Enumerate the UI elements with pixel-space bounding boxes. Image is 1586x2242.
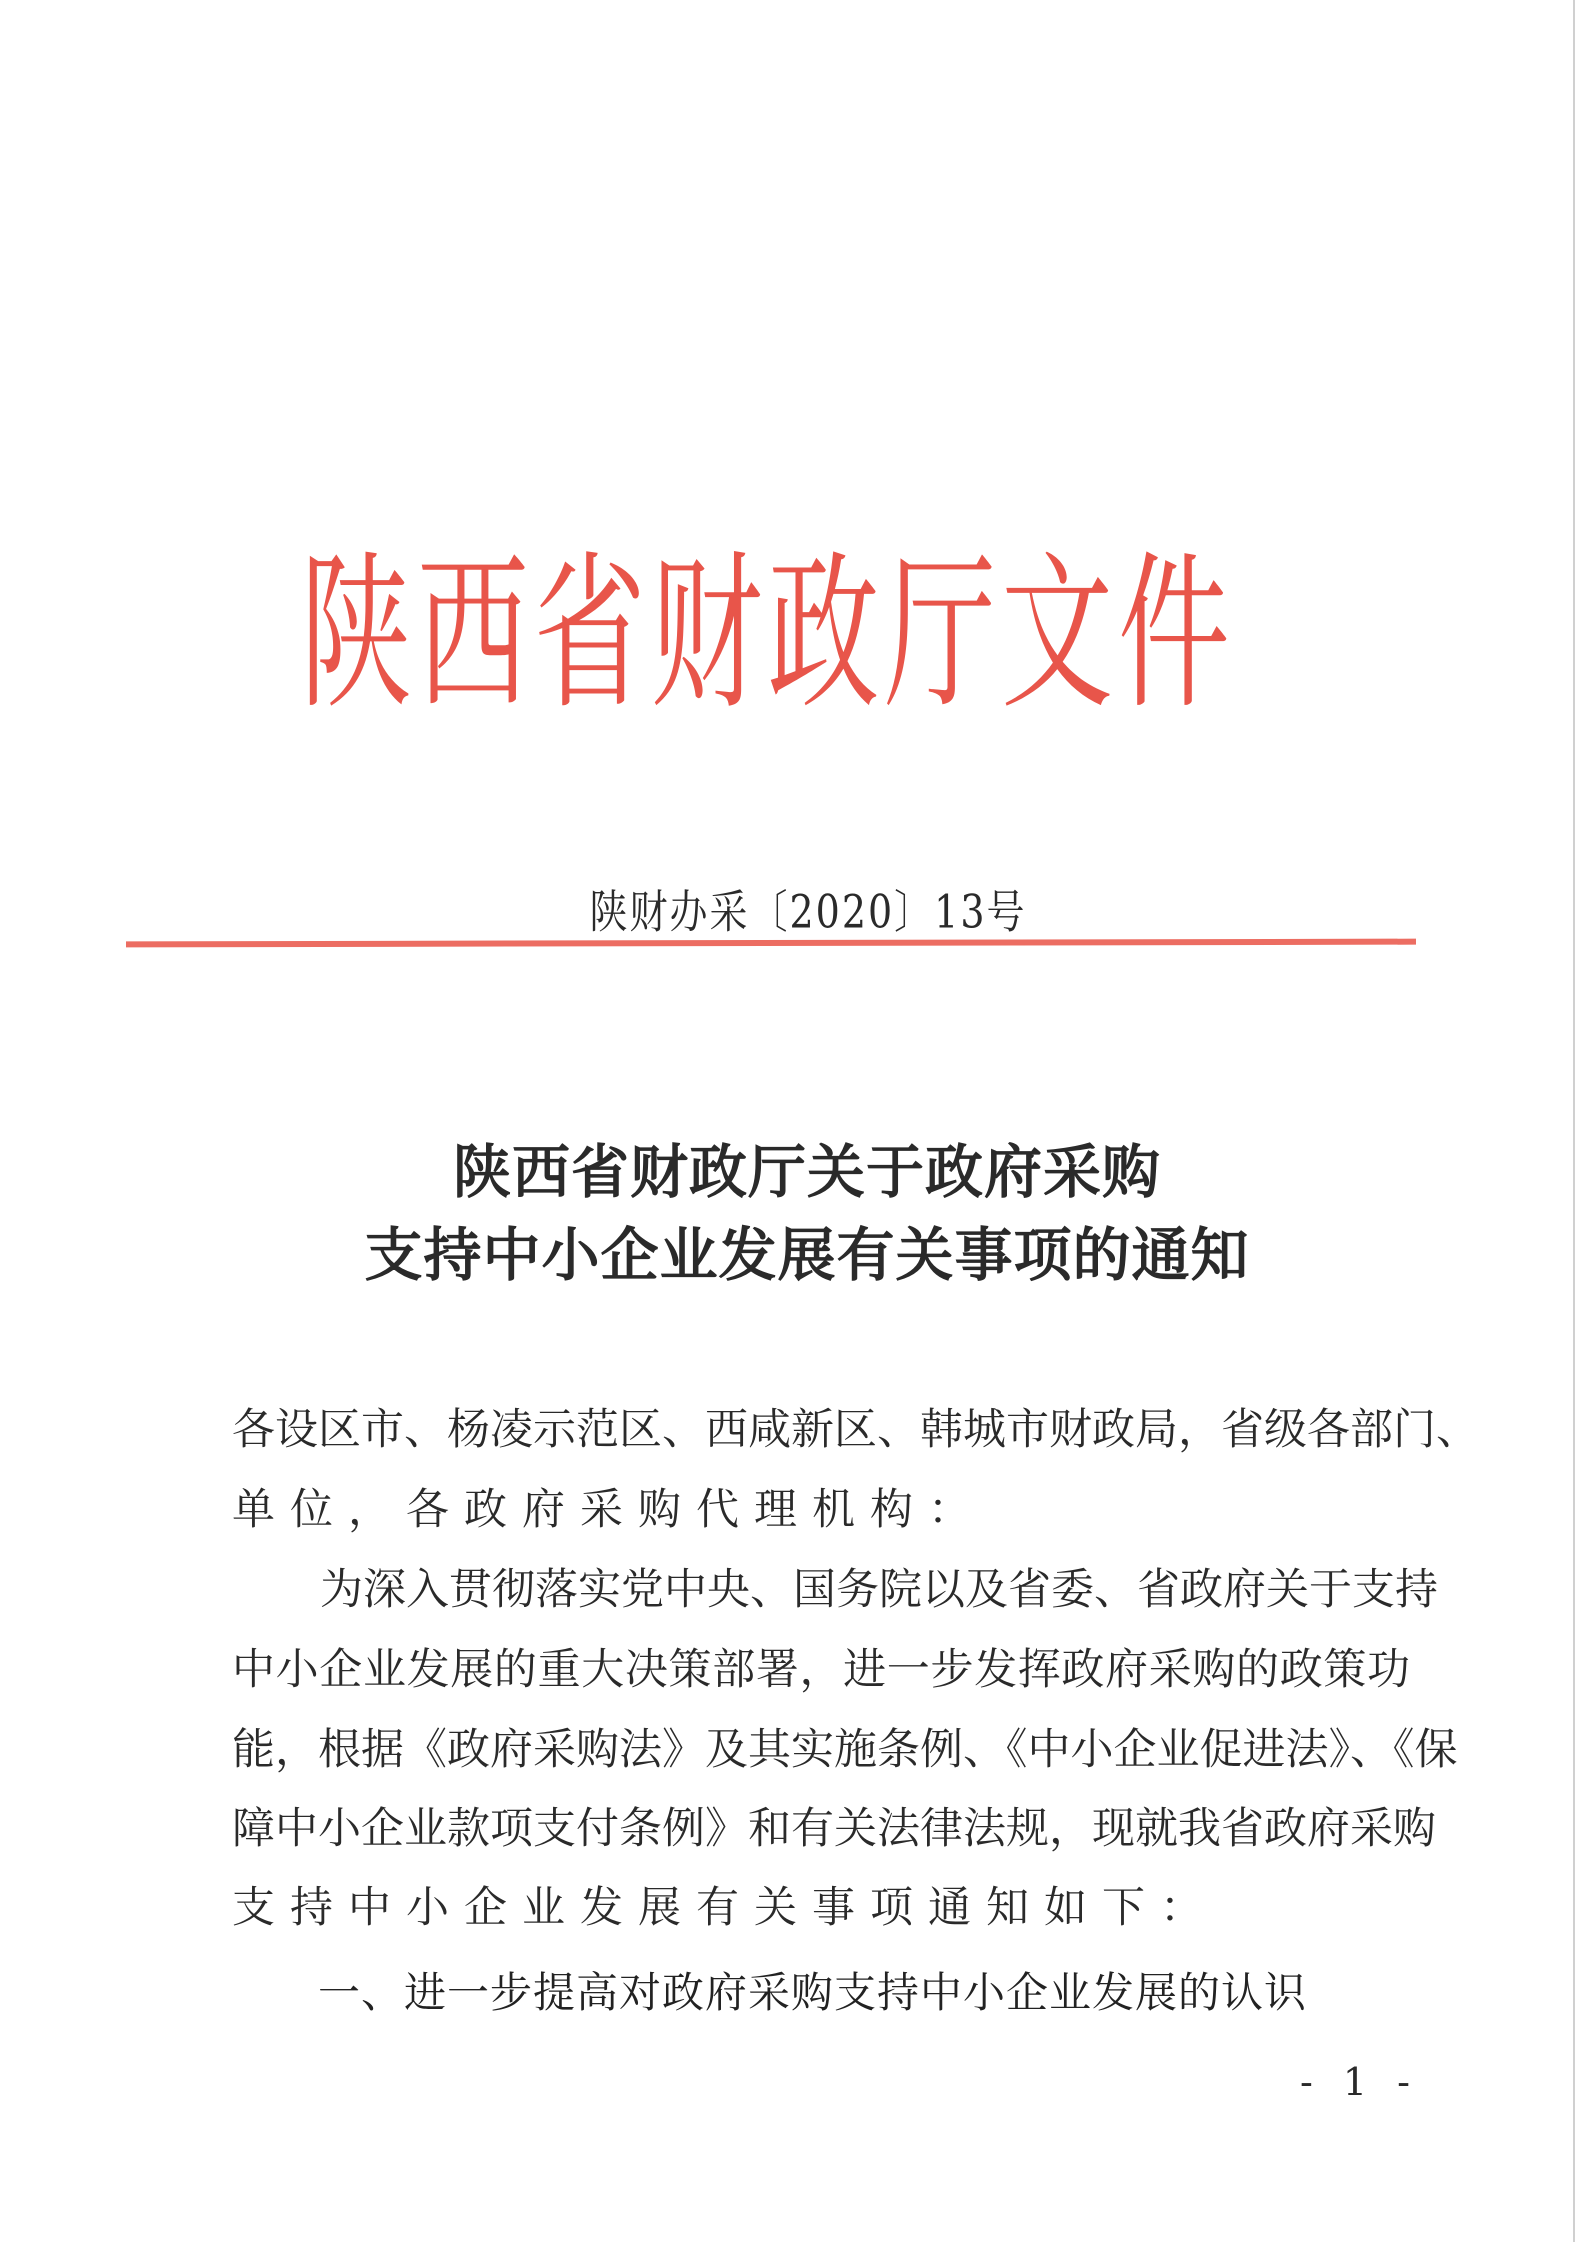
header-char: 西	[416, 537, 529, 733]
header-char: 省	[533, 537, 646, 733]
header-char: 文	[1001, 537, 1114, 733]
issuer-header-title	[300, 537, 1230, 733]
paragraph-line: 障中小企业款项支付条例》和有关法律法规，现就我省政府采购	[232, 1804, 1436, 1854]
header-char: 政	[767, 537, 880, 733]
scan-edge-line	[1573, 0, 1575, 2242]
document-title-line-1: 陕西省财政厅关于政府采购	[452, 1138, 1161, 1206]
addressee-line: 各设区市、杨凌示范区、西咸新区、韩城市财政局，省级各部门、	[232, 1405, 1479, 1455]
document-number	[0, 880, 1586, 939]
header-char: 陕	[300, 537, 412, 733]
paragraph-line: 支持中小企业发展有关事项通知如下：	[232, 1883, 1218, 1933]
document-title-line-2: 支持中小企业发展有关事项的通知	[364, 1221, 1250, 1289]
paragraph-line: 能，根据《政府采购法》及其实施条例、《中小企业促进法》、《保	[232, 1725, 1458, 1775]
header-char: 件	[1117, 537, 1230, 733]
paragraph-line: 为深入贯彻落实党中央、国务院以及省委、省政府关于支持	[320, 1565, 1438, 1615]
section-heading: 一、进一步提高对政府采购支持中小企业发展的认识	[318, 1968, 1308, 2017]
header-char: 财	[650, 537, 763, 733]
page-number: - 1 -	[1300, 2060, 1410, 2104]
document-number-text: 陕财办采〔2020〕13号	[589, 885, 1027, 939]
header-char: 厅	[884, 537, 997, 733]
red-divider	[126, 939, 1416, 948]
paragraph-line: 中小企业发展的重大决策部署，进一步发挥政府采购的政策功	[232, 1645, 1410, 1695]
addressee-line: 单位，各政府采购代理机构：	[232, 1485, 986, 1535]
